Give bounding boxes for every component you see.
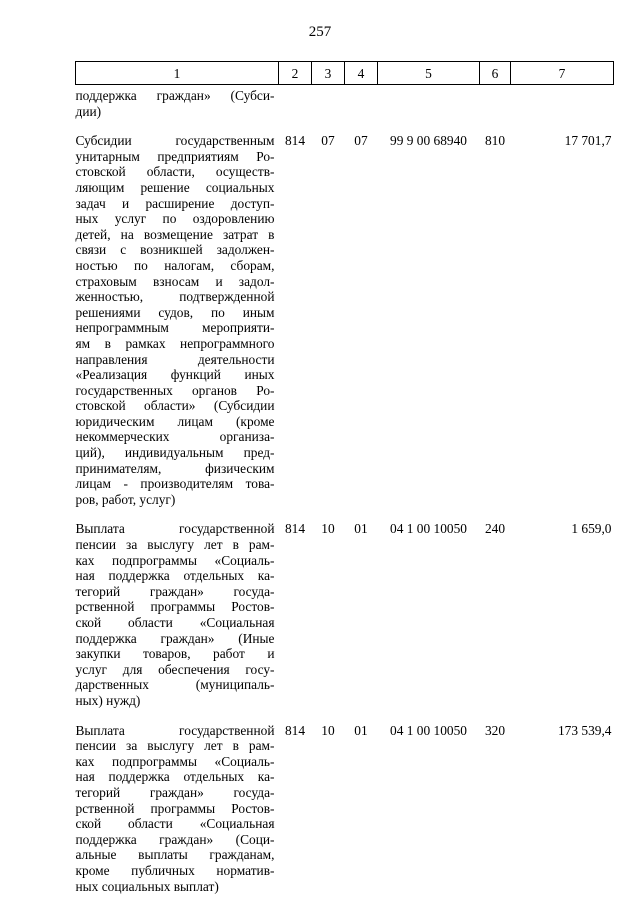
row-ved: 814 bbox=[284, 133, 306, 149]
row-section bbox=[312, 85, 345, 120]
description-line: ций), индивидуальным пред- bbox=[75, 445, 275, 461]
description-line: ям в рамках непрограммного bbox=[75, 335, 275, 351]
description-line: ных социальных выплат) bbox=[75, 878, 219, 894]
row-subsection bbox=[345, 85, 378, 120]
description-line: юридическим лицам (кроме bbox=[75, 413, 275, 429]
description-line: тегорий граждан» госуда- bbox=[75, 583, 275, 599]
row-expense-type: 240 bbox=[484, 521, 506, 537]
row-expense-type: 320 bbox=[484, 722, 506, 738]
description-line: связи с возникшей задолжен- bbox=[75, 242, 275, 258]
row-subsection: 01 bbox=[354, 521, 368, 537]
description-line: ных услуг по оздоровлению bbox=[75, 211, 275, 227]
description-line: кроме публичных норматив- bbox=[75, 862, 275, 878]
row-description bbox=[76, 119, 279, 507]
description-line: ках подпрограммы «Социаль- bbox=[75, 552, 275, 568]
description-line: дии) bbox=[75, 103, 102, 119]
description-line: пенсии за выслугу лет в рам- bbox=[75, 738, 275, 754]
row-expense-type bbox=[480, 85, 511, 120]
description-line: лицам - производителям това- bbox=[75, 476, 275, 492]
description-line: детей, на возмещение затрат в bbox=[75, 226, 275, 242]
description-line: Выплата государственной bbox=[75, 722, 275, 738]
description-line: поддержка граждан» (Соци- bbox=[75, 831, 275, 847]
description-line: Субсидии государственным bbox=[75, 133, 275, 149]
row-expense-type: 810 bbox=[484, 133, 506, 149]
table-row bbox=[76, 507, 614, 708]
description-line: ров, работ, услуг) bbox=[75, 491, 176, 507]
header-col-7: 7 bbox=[511, 62, 614, 85]
row-amount: 17 701,7 bbox=[564, 133, 612, 149]
description-line: женностью, подтвержденной bbox=[75, 289, 275, 305]
row-ved: 814 bbox=[284, 521, 306, 537]
description-line: Выплата государственной bbox=[75, 521, 275, 537]
description-line: поддержка граждан» (Иные bbox=[75, 630, 275, 646]
description-line: государственных органов Ро- bbox=[75, 382, 275, 398]
header-col-3: 3 bbox=[312, 62, 345, 85]
description-line: закупки товаров, работ и bbox=[75, 646, 275, 662]
description-line: рственной программы Ростов- bbox=[75, 800, 275, 816]
row-target-article: 04 1 00 10050 bbox=[390, 722, 467, 738]
description-line: «Реализация функций иных bbox=[75, 367, 275, 383]
description-line: принимателям, физическим bbox=[75, 460, 275, 476]
description-line: ках подпрограммы «Социаль- bbox=[75, 753, 275, 769]
description-line: страховым взносам и задол- bbox=[75, 273, 275, 289]
description-line: задач и расширение доступ- bbox=[75, 195, 275, 211]
description-line: ная поддержка отдельных ка- bbox=[75, 769, 275, 785]
table-row bbox=[76, 119, 614, 507]
description-line: ской области «Социальная bbox=[75, 615, 275, 630]
description-line: тегорий граждан» госуда- bbox=[75, 784, 275, 800]
table-row bbox=[76, 709, 614, 895]
description-line: услуг для обеспечения госу- bbox=[75, 661, 275, 677]
description-line: альные выплаты гражданам, bbox=[75, 847, 275, 863]
row-ved bbox=[279, 85, 312, 120]
description-line: дарственных (муниципаль- bbox=[75, 677, 275, 693]
row-description bbox=[76, 709, 279, 895]
description-line: стовской области, осуществ- bbox=[75, 164, 275, 180]
description-line: решениями судов, по иным bbox=[75, 304, 275, 320]
row-amount: 173 539,4 bbox=[557, 722, 612, 738]
table-row bbox=[76, 85, 614, 120]
description-line: ской области «Социальная bbox=[75, 816, 275, 832]
row-section: 10 bbox=[321, 521, 335, 537]
row-amount: 1 659,0 bbox=[571, 521, 612, 537]
row-amount bbox=[511, 85, 614, 120]
row-section: 07 bbox=[321, 133, 335, 149]
header-col-1: 1 bbox=[76, 62, 279, 85]
row-description bbox=[76, 507, 279, 708]
description-line: стовской области» (Субсидии bbox=[75, 398, 275, 414]
description-line: ная поддержка отдельных ка- bbox=[75, 568, 275, 584]
row-target-article bbox=[378, 85, 480, 120]
row-target-article: 04 1 00 10050 bbox=[390, 521, 467, 537]
description-line: поддержка граждан» (Субси- bbox=[75, 88, 275, 103]
description-line: унитарным предприятиям Ро- bbox=[75, 148, 275, 164]
row-ved: 814 bbox=[284, 722, 306, 738]
row-description bbox=[76, 85, 279, 120]
header-row bbox=[76, 62, 614, 85]
description-line: ностью по налогам, сборам, bbox=[75, 257, 275, 273]
description-line: ляющим решение социальных bbox=[75, 179, 275, 195]
row-subsection: 01 bbox=[354, 722, 368, 738]
header-col-2: 2 bbox=[279, 62, 312, 85]
row-section: 10 bbox=[321, 722, 335, 738]
row-subsection: 07 bbox=[354, 133, 368, 149]
description-line: направления деятельности bbox=[75, 351, 275, 367]
page-number: 257 bbox=[308, 24, 332, 40]
header-col-6: 6 bbox=[480, 62, 511, 85]
header-col-4: 4 bbox=[345, 62, 378, 85]
description-line: пенсии за выслугу лет в рам- bbox=[75, 537, 275, 553]
description-line: рственной программы Ростов- bbox=[75, 599, 275, 615]
header-col-5: 5 bbox=[378, 62, 480, 85]
description-line: непрограммным мероприяти- bbox=[75, 320, 275, 336]
table-header bbox=[76, 62, 614, 85]
row-target-article: 99 9 00 68940 bbox=[390, 133, 467, 149]
table-body bbox=[76, 85, 614, 895]
description-line: ных) нужд) bbox=[75, 692, 141, 708]
budget-table bbox=[75, 61, 614, 894]
description-line: некоммерческих организа- bbox=[75, 429, 275, 445]
